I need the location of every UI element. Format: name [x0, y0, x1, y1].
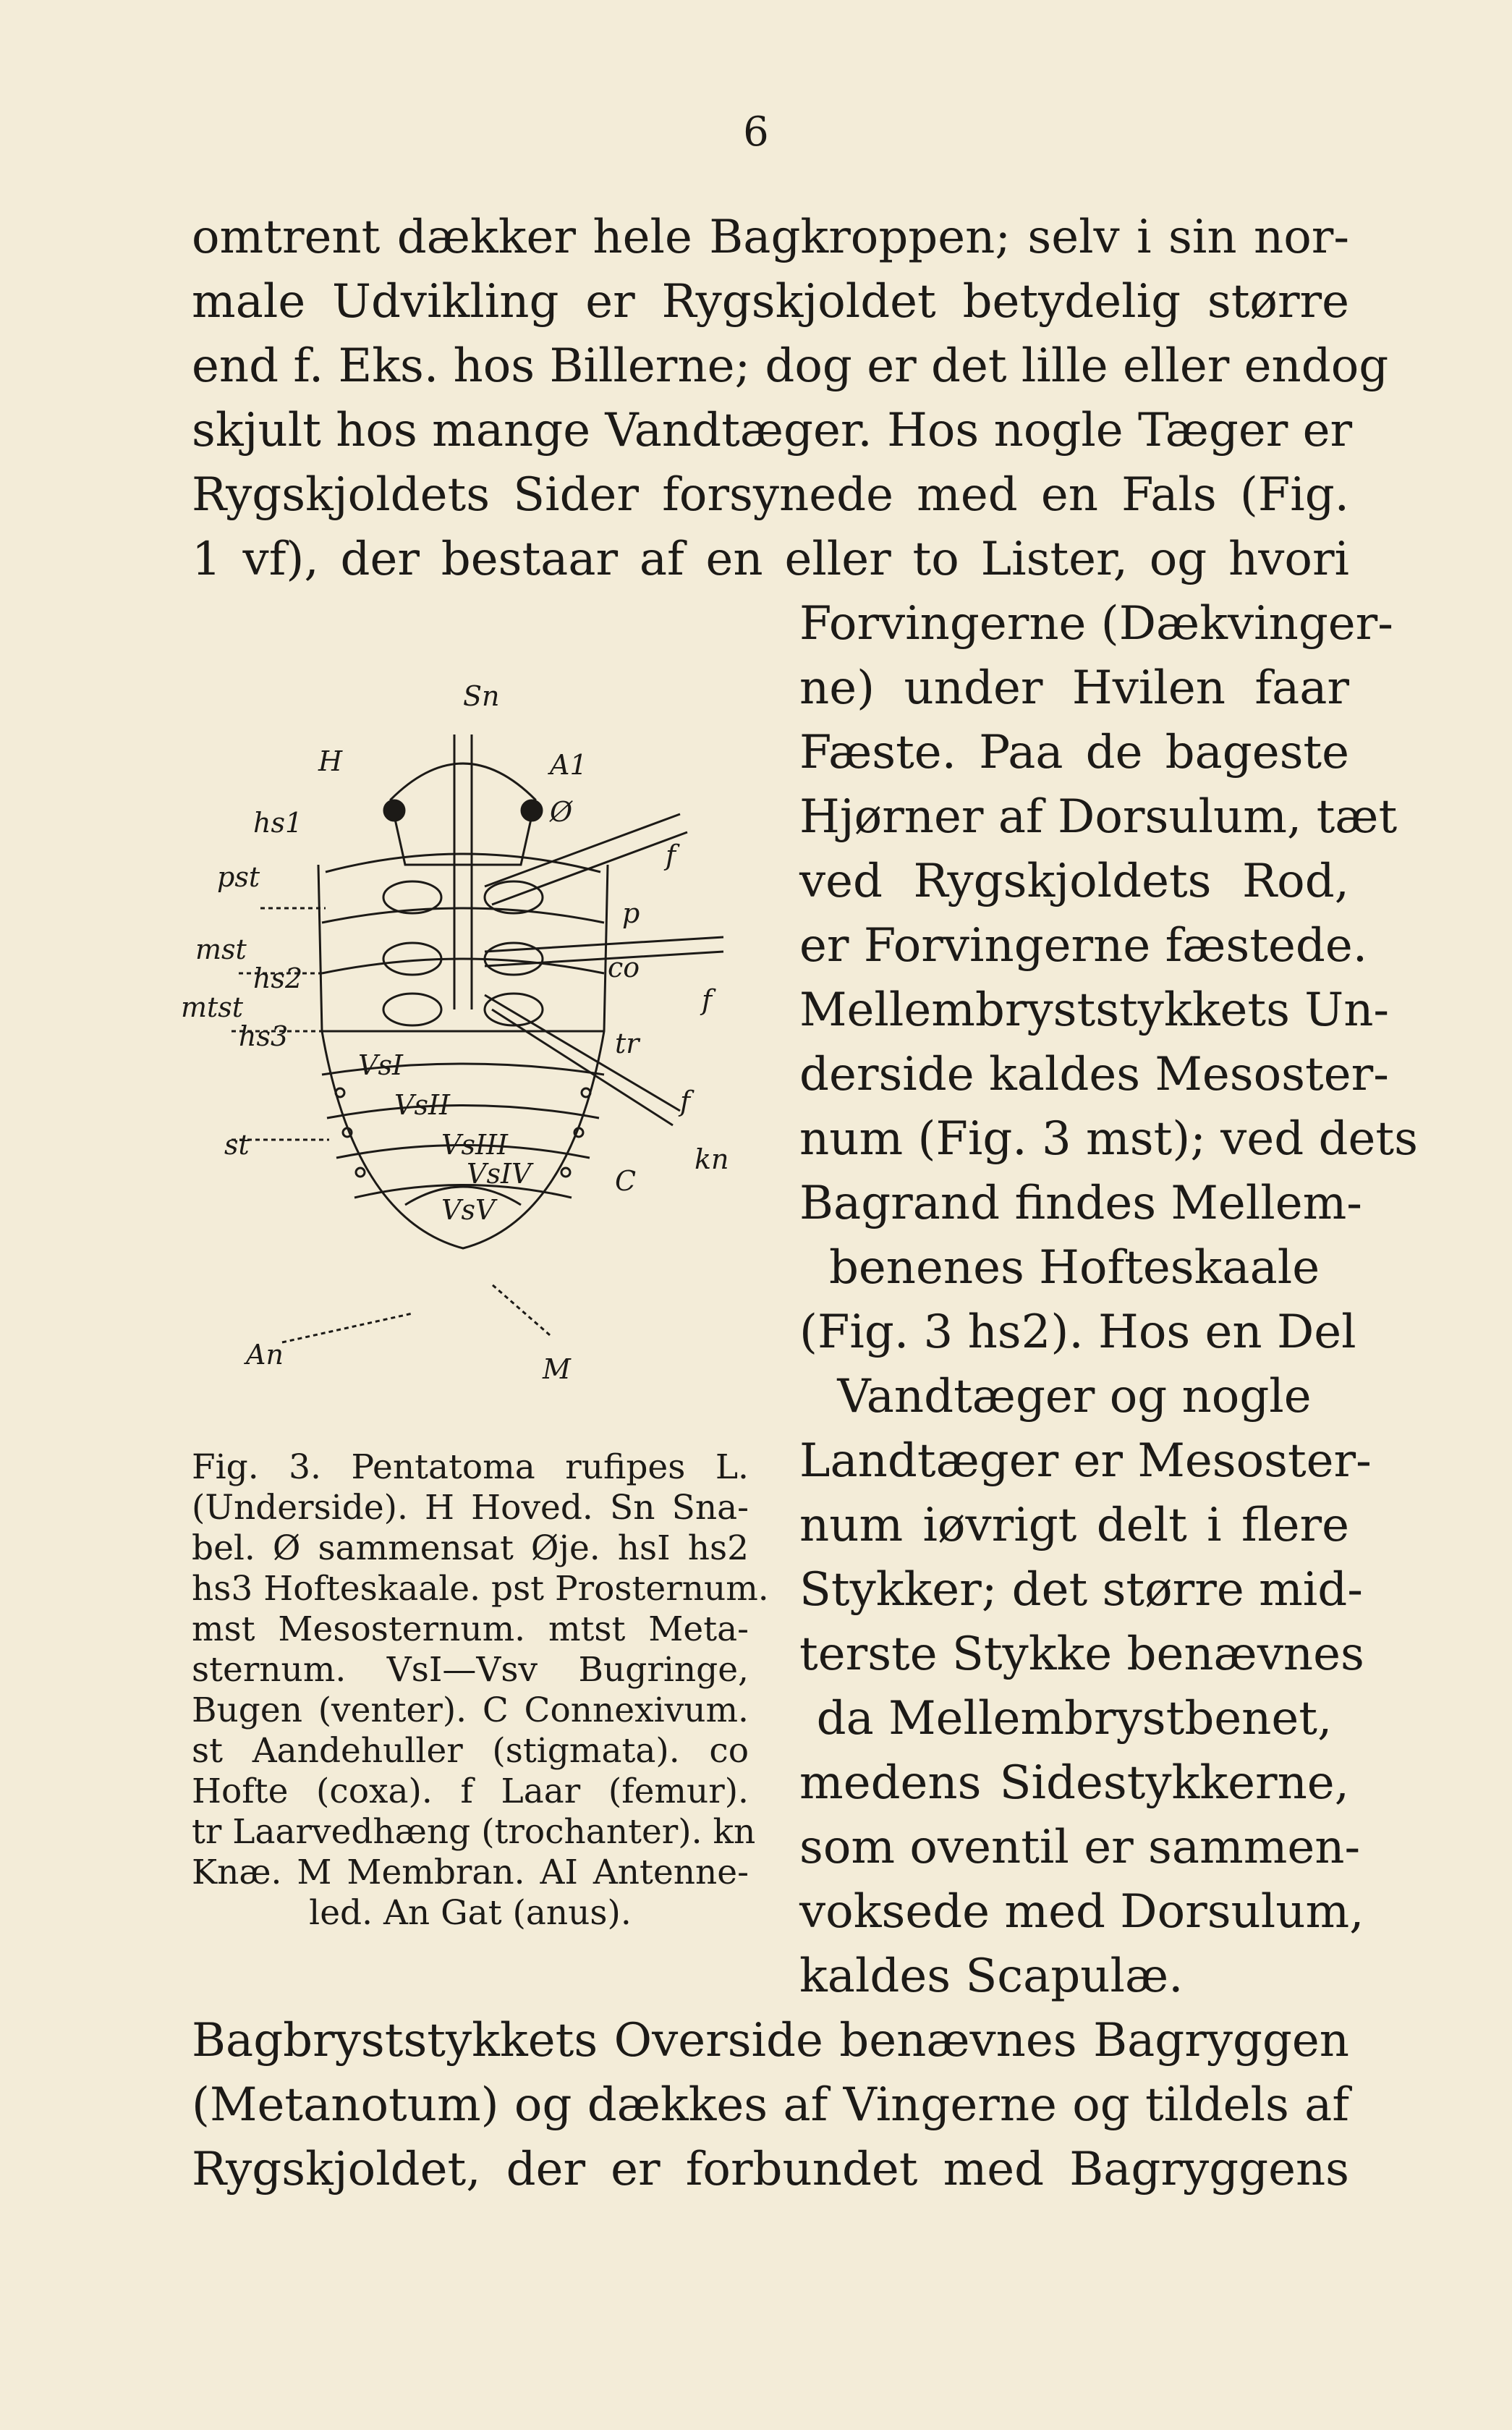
- text-line: voksede med Dorsulum,: [799, 1885, 1364, 1939]
- text-line: Hjørner af Dorsulum, tæt: [799, 790, 1398, 844]
- label-f3: f: [680, 1085, 691, 1117]
- label-h: H: [318, 745, 343, 777]
- label-pst: pst: [217, 861, 260, 893]
- figure-pentatoma-underside: [174, 648, 774, 1411]
- text-line: Landtæger er Mesoster-: [799, 1434, 1372, 1488]
- label-c: C: [615, 1165, 637, 1197]
- label-vs1: VsI: [358, 1049, 403, 1081]
- insect-diagram: [174, 648, 774, 1411]
- label-f2: f: [702, 984, 713, 1016]
- label-hs3: hs3: [239, 1020, 289, 1052]
- label-vs4: VsIV: [467, 1158, 532, 1190]
- label-a1: A1: [550, 749, 587, 781]
- text-line: num iøvrigt delt i flere: [799, 1499, 1349, 1552]
- text-line: terste Stykke benævnes: [799, 1627, 1364, 1681]
- label-vs5: VsV: [441, 1194, 496, 1226]
- text-line: Bagrand findes Mellem-: [799, 1177, 1362, 1230]
- text-line: Rygskjoldet, der er forbundet med Bagryggens: [192, 2143, 1349, 2196]
- text-line: end f. Eks. hos Billerne; dog er det lille eller endog: [192, 339, 1389, 393]
- text-line: ne) under Hvilen faar: [799, 661, 1349, 715]
- figure-caption-line: mst Mesosternum. mtst Meta-: [192, 1609, 749, 1649]
- figure-caption-line: Fig. 3. Pentatoma rufipes L.: [192, 1447, 749, 1487]
- text-line: skjult hos mange Vandtæger. Hos nogle Tæger er: [192, 404, 1353, 457]
- text-line: da Mellembrystbenet,: [816, 1692, 1333, 1745]
- text-line: omtrent dækker hele Bagkroppen; selv i sin nor-: [192, 211, 1349, 264]
- figure-caption-line: bel. Ø sammensat Øje. hsI hs2: [192, 1528, 749, 1568]
- label-vs2: VsII: [394, 1089, 450, 1121]
- figure-caption-line: hs3 Hofteskaale. pst Prosternum.: [192, 1569, 769, 1609]
- text-line: Rygskjoldets Sider forsynede med en Fals (Fig.: [192, 468, 1349, 522]
- label-kn: kn: [695, 1143, 729, 1175]
- text-line: (Metanotum) og dækkes af Vingerne og tildels af: [192, 2078, 1349, 2132]
- text-line: num (Fig. 3 mst); ved dets: [799, 1112, 1418, 1166]
- figure-caption-line: (Underside). H Hoved. Sn Sna-: [192, 1488, 749, 1528]
- text-line: benenes Hofteskaale: [828, 1241, 1320, 1295]
- text-line: ved Rygskjoldets Rod,: [799, 855, 1349, 908]
- text-line: kaldes Scapulæ.: [799, 1949, 1184, 2003]
- label-vs3: VsIII: [441, 1129, 508, 1161]
- figure-caption-line: Bugen (venter). C Connexivum.: [192, 1690, 749, 1730]
- figure-caption-line: st Aandehuller (stigmata). co: [192, 1731, 749, 1771]
- label-sn: Sn: [463, 680, 500, 712]
- text-line: (Fig. 3 hs2). Hos en Del: [799, 1305, 1356, 1359]
- figure-caption-line: Hofte (coxa). f Laar (femur).: [192, 1771, 749, 1811]
- text-line: 1 vf), der bestaar af en eller to Lister, og hvori: [192, 533, 1349, 586]
- page-number: 6: [743, 109, 769, 156]
- text-line: Stykker; det større mid-: [799, 1563, 1363, 1617]
- figure-caption-line: sternum. VsI—Vsv Bugringe,: [192, 1650, 749, 1690]
- figure-caption-line: tr Laarvedhæng (trochanter). kn: [192, 1812, 756, 1852]
- text-line: Fæste. Paa de bageste: [799, 726, 1349, 779]
- text-line: Forvingerne (Dækvinger-: [799, 597, 1393, 651]
- text-line: Bagbryststykkets Overside benævnes Bagryggen: [192, 2014, 1349, 2067]
- label-tr: tr: [615, 1028, 640, 1059]
- text-line: medens Sidestykkerne,: [799, 1756, 1349, 1810]
- label-f1: f: [666, 839, 676, 871]
- text-line: Mellembryststykkets Un-: [799, 983, 1390, 1037]
- label-mst: mst: [195, 934, 247, 965]
- figure-caption-line: led. An Gat (anus).: [309, 1893, 632, 1933]
- figure-caption-line: Knæ. M Membran. AI Antenne-: [192, 1853, 749, 1892]
- text-line: er Forvingerne fæstede.: [799, 919, 1368, 973]
- label-co: co: [608, 952, 640, 983]
- label-st: st: [224, 1129, 250, 1161]
- text-line: male Udvikling er Rygskjoldet betydelig større: [192, 275, 1349, 329]
- label-mtst: mtst: [181, 991, 244, 1023]
- label-eye: Ø: [550, 796, 573, 828]
- label-p: p: [622, 897, 640, 929]
- text-line: som oventil er sammen-: [799, 1821, 1361, 1874]
- label-hs2: hs2: [253, 962, 303, 994]
- label-hs1: hs1: [253, 807, 303, 839]
- label-an: An: [246, 1339, 284, 1371]
- text-line: Vandtæger og nogle: [837, 1370, 1312, 1423]
- text-line: derside kaldes Mesoster-: [799, 1048, 1389, 1101]
- label-m: M: [543, 1353, 571, 1385]
